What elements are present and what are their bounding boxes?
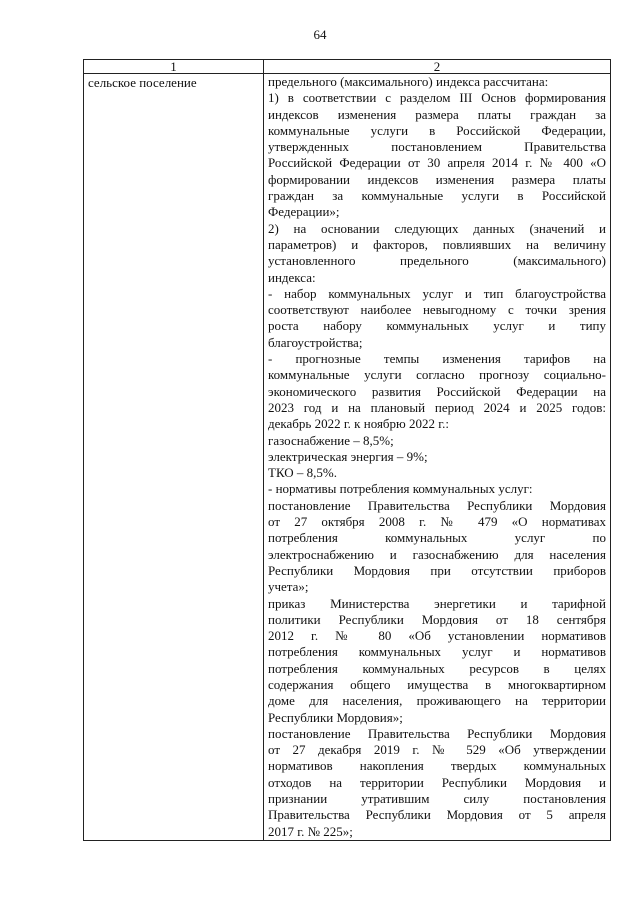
text-line: Российской Федерации от 30 апреля 2014 г. № 400 «О: [268, 155, 606, 171]
text-line: постановление Правительства Республики Мордовия: [268, 725, 606, 741]
text-line: коммунальные услуги в Российской Федерации,: [268, 122, 606, 138]
text-line: газоснабжение – 8,5%;: [268, 432, 394, 448]
text-line: установленного предельного (максимального): [268, 253, 606, 269]
text-line: утвержденных постановлением Правительства: [268, 139, 606, 155]
text-line: индекса:: [268, 269, 316, 285]
text-line: содержания общего имущества в многоквартирном: [268, 676, 606, 692]
table-header-row: [84, 60, 611, 74]
text-line: политики Республики Мордовия от 18 сентября: [268, 611, 606, 627]
text-line: постановление Правительства Республики Мордовия: [268, 497, 606, 513]
text-line: потребления коммунальных услуг и нормативов: [268, 644, 606, 660]
text-line: - набор коммунальных услуг и тип благоустройства: [268, 285, 606, 301]
document-table: [83, 59, 611, 841]
text-line: ТКО – 8,5%.: [268, 465, 338, 481]
text-line: благоустройства;: [268, 334, 363, 350]
text-line: Республики Мордовия»;: [268, 709, 403, 725]
text-line: декабрь 2022 г. к ноябрю 2022 г.:: [268, 416, 449, 432]
text-line: электроснабжению и газоснабжению для населения: [268, 546, 606, 562]
territory-cell: сельское поселение: [84, 74, 264, 841]
description-text: [268, 74, 606, 840]
text-line: приказ Министерства энергетики и тарифной: [268, 595, 606, 611]
text-line: коммунальные услуги согласно прогнозу социально-: [268, 367, 606, 383]
text-line: параметров) и факторов, повлиявших на величину: [268, 236, 606, 252]
page-number: 64: [313, 27, 327, 42]
text-line: соответствуют наиболее невыгодному с точки зрения: [268, 302, 606, 318]
table-row: [84, 74, 611, 841]
text-line: экономического развития Российской Федерации на: [268, 383, 606, 399]
column-header-2: 2: [264, 60, 611, 74]
text-line: Республики Мордовия при отсутствии приборов: [268, 562, 606, 578]
text-line: 2023 год и на плановый период 2024 и 2025 годов:: [268, 399, 606, 415]
text-line: формировании индексов изменения размера платы: [268, 171, 606, 187]
text-line: предельного (максимального) индекса рассчитана:: [268, 74, 549, 89]
text-line: 1) в соответствии с разделом III Основ формирования: [268, 90, 606, 106]
text-line: учета»;: [268, 579, 309, 595]
text-line: граждан за коммунальные услуги в Российской: [268, 188, 606, 204]
text-line: индексов изменения размера платы граждан за: [268, 106, 606, 122]
text-line: - нормативы потребления коммунальных услуг:: [268, 481, 533, 497]
column-header-1: 1: [84, 60, 264, 74]
text-line: электрическая энергия – 9%;: [268, 448, 428, 464]
text-line: от 27 декабря 2019 г. № 529 «Об утверждении: [268, 742, 606, 758]
text-line: доме для населения, проживающего на территории: [268, 693, 606, 709]
description-cell: [264, 74, 611, 841]
text-line: 2) на основании следующих данных (значений и: [268, 220, 606, 236]
text-line: Правительства Республики Мордовия от 5 апреля: [268, 807, 606, 823]
text-line: отходов на территории Республики Мордовия и: [268, 774, 606, 790]
text-line: 2017 г. № 225»;: [268, 823, 353, 839]
text-line: от 27 октября 2008 г. № 479 «О нормативах: [268, 514, 606, 530]
text-line: потребления коммунальных услуг по: [268, 530, 606, 546]
text-line: нормативов накопления твердых коммунальных: [268, 758, 606, 774]
text-line: Федерации»;: [268, 204, 340, 220]
text-line: потребления коммунальных ресурсов в целях: [268, 660, 606, 676]
text-line: - прогнозные темпы изменения тарифов на: [268, 351, 606, 367]
text-line: признании утратившим силу постановления: [268, 791, 606, 807]
text-line: роста набору коммунальных услуг и типу: [268, 318, 606, 334]
text-line: 2012 г. № 80 «Об установлении нормативов: [268, 628, 606, 644]
